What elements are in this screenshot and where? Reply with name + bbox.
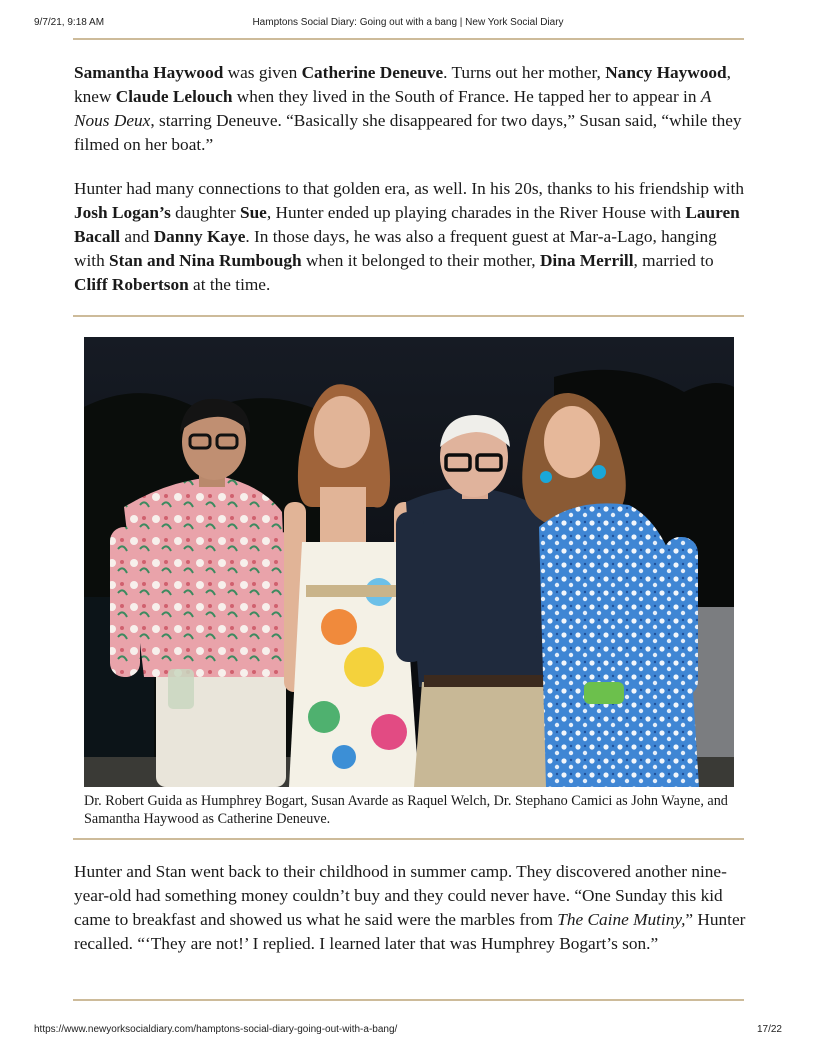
photo-caption: Dr. Robert Guida as Humphrey Bogart, Susan Avarde as Raquel Welch, Dr. Stephano Camici as John Wayne, and Samantha Haywood as Catherine Deneuve.	[84, 793, 728, 827]
name-sue: Sue	[239, 203, 267, 222]
name-claude-lelouch: Claude Lelouch	[115, 87, 233, 106]
name-cliff-robertson: Cliff Robertson	[74, 275, 189, 294]
print-timestamp: 9/7/21, 9:18 AM	[34, 17, 105, 28]
page-url: https://www.newyorksocialdiary.com/hamptons-social-diary-going-out-with-a-bang/	[34, 1024, 398, 1035]
paragraph-haywood: Samantha Haywood was given Catherine Deneuve. Turns out her mother, Nancy Haywood, knew Claude Lelouch when they lived in the South of France. He tapped her to appear in A Nous Deux, starring Deneuve. “Basically she disappeared for two days,” Susan said, “while they filmed on her boat.”	[74, 63, 742, 154]
name-samantha-haywood: Samantha Haywood	[74, 63, 224, 82]
name-danny-kaye: Danny Kaye	[153, 227, 246, 246]
party-photo-illustration	[84, 337, 734, 787]
paragraph-summer-camp: Hunter and Stan went back to their childhood in summer camp. They discovered another nine-year-old had something money couldn’t buy and they could never have. “One Sunday this kid came to breakfast and showed us what he said were the marbles from The Caine Mutiny,” Hunter recalled. “‘They are not!’ I replied. I learned later that was Humphrey Bogart’s son.”	[74, 862, 746, 953]
film-title-caine-mutiny: The Caine Mutiny,	[557, 910, 686, 929]
paragraph-hunter-connections: Hunter had many connections to that golden era, as well. In his 20s, thanks to his friendship with Josh Logan’s daughter Sue, Hunter ended up playing charades in the River House with Lauren Bacall and Danny Kaye. In those days, he was also a frequent guest at Mar-a-Lago, hanging with Stan and Nina Rumbough when it belonged to their mother, Dina Merrill, married to Cliff Robertson at the time.	[74, 179, 745, 294]
top-divider	[73, 38, 744, 40]
print-header	[0, 17, 816, 31]
bottom-divider	[73, 999, 744, 1001]
film-title-a-nous-deux: A Nous Deux	[74, 87, 712, 130]
party-photo	[84, 337, 734, 787]
name-nancy-haywood: Nancy Haywood	[605, 63, 727, 82]
caption-divider	[73, 838, 744, 840]
name-josh-logan: Josh Logan’s	[74, 203, 171, 222]
print-page-title: Hamptons Social Diary: Going out with a bang | New York Social Diary	[252, 17, 564, 28]
name-catherine-deneuve: Catherine Deneuve	[301, 63, 444, 82]
print-footer	[0, 1024, 816, 1038]
name-dina-merrill: Dina Merrill	[539, 251, 634, 270]
section-divider	[73, 315, 744, 317]
name-stan-nina-rumbough: Stan and Nina Rumbough	[109, 251, 302, 270]
page-number: 17/22	[756, 1024, 782, 1035]
name-lauren-bacall: Lauren Bacall	[74, 203, 740, 246]
